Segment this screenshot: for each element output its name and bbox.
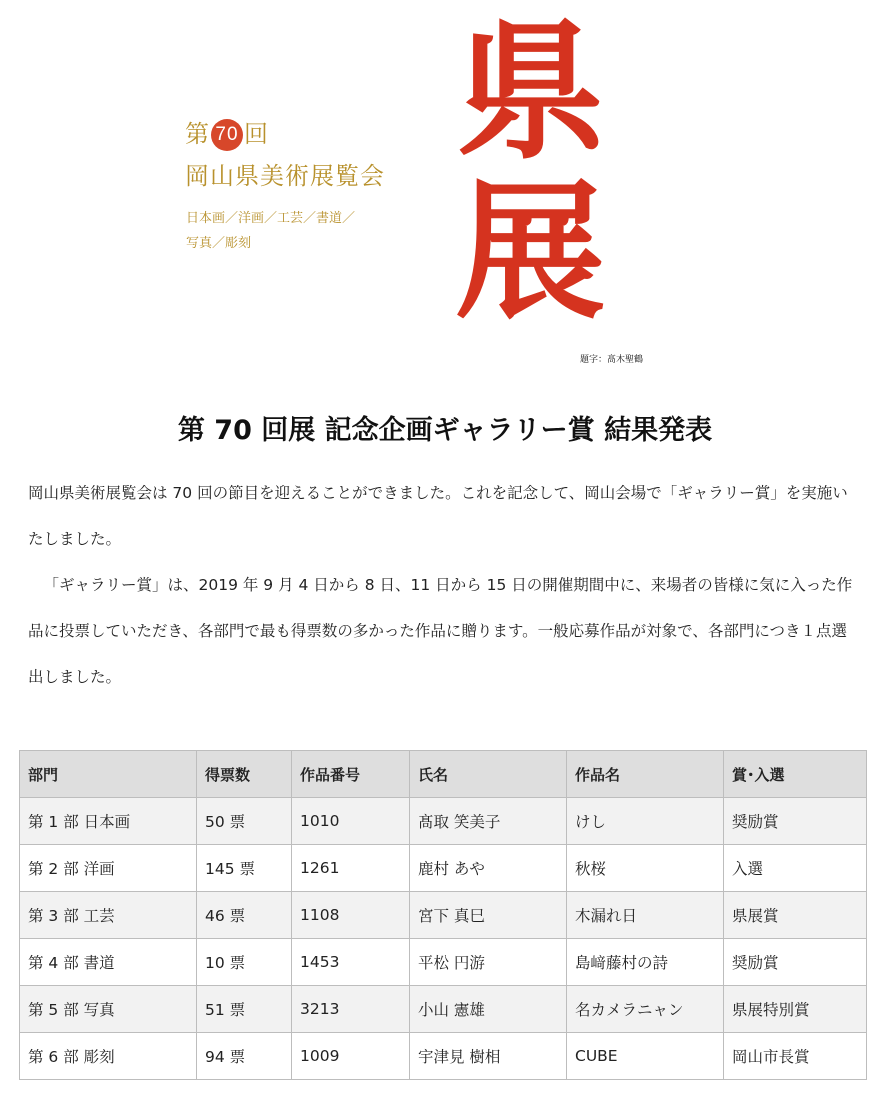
calligraphy-char-ten: 展 xyxy=(455,164,606,340)
table-row xyxy=(20,798,867,845)
calligraphy-char-ken: 県 xyxy=(455,4,606,180)
intro-text xyxy=(28,470,862,700)
cell-division: 第 3 部 工芸 xyxy=(20,892,197,939)
cell-work-title: 島﨑藤村の詩 xyxy=(567,939,724,986)
table-header-row xyxy=(20,751,867,798)
exhibition-name: 岡山県美術展覧会 xyxy=(185,162,385,190)
cell-artist-name: 平松 円游 xyxy=(410,939,567,986)
header-award: 賞･入選 xyxy=(724,751,867,798)
cell-division: 第 5 部 写真 xyxy=(20,986,197,1033)
cell-votes: 145 票 xyxy=(197,845,292,892)
cell-work-number: 1453 xyxy=(292,939,410,986)
cell-work-title: けし xyxy=(567,798,724,845)
cell-votes: 10 票 xyxy=(197,939,292,986)
cell-work-title: CUBE xyxy=(567,1033,724,1080)
calligraphy-logo xyxy=(453,4,608,340)
header-division: 部門 xyxy=(20,751,197,798)
cell-award: 奨励賞 xyxy=(724,939,867,986)
edition-suffix: 回 xyxy=(244,120,269,148)
cell-work-title: 秋桜 xyxy=(567,845,724,892)
cell-artist-name: 宇津見 樹相 xyxy=(410,1033,567,1080)
header-artist-name: 氏名 xyxy=(410,751,567,798)
cell-division: 第 4 部 書道 xyxy=(20,939,197,986)
table-row xyxy=(20,939,867,986)
cell-votes: 94 票 xyxy=(197,1033,292,1080)
genre-line-2: 写真／彫刻 xyxy=(186,236,252,251)
header-votes: 得票数 xyxy=(197,751,292,798)
edition-number-badge: 70 xyxy=(211,119,243,151)
header-work-number: 作品番号 xyxy=(292,751,410,798)
cell-award: 入選 xyxy=(724,845,867,892)
cell-votes: 51 票 xyxy=(197,986,292,1033)
cell-work-number: 1009 xyxy=(292,1033,410,1080)
table-row xyxy=(20,1033,867,1080)
cell-division: 第 6 部 彫刻 xyxy=(20,1033,197,1080)
cell-award: 岡山市長賞 xyxy=(724,1033,867,1080)
cell-votes: 46 票 xyxy=(197,892,292,939)
edition-prefix: 第 xyxy=(185,120,210,148)
cell-work-number: 1261 xyxy=(292,845,410,892)
cell-work-number: 1010 xyxy=(292,798,410,845)
intro-paragraph-2: 「ギャラリー賞」は、2019 年 9 月 4 日から 8 日、11 日から 15 日の開催期間中に、来場者の皆様に気に入った作品に投票していただき、各部門で最も得票数の多かった作品に贈ります。一般応募作品が対象で、各部門につき１点選出しました。 xyxy=(28,576,853,686)
intro-paragraph-1: 岡山県美術展覧会は 70 回の節目を迎えることができました。これを記念して、岡山会場で「ギャラリー賞」を実施いたしました。 xyxy=(28,484,848,548)
cell-award: 県展特別賞 xyxy=(724,986,867,1033)
cell-artist-name: 宮下 真巳 xyxy=(410,892,567,939)
cell-artist-name: 鹿村 あや xyxy=(410,845,567,892)
cell-artist-name: 髙取 笑美子 xyxy=(410,798,567,845)
cell-votes: 50 票 xyxy=(197,798,292,845)
page-title: 第 70 回展 記念企画ギャラリー賞 結果発表 xyxy=(177,415,713,447)
genre-list xyxy=(186,206,406,256)
table-row xyxy=(20,986,867,1033)
cell-work-number: 3213 xyxy=(292,986,410,1033)
genre-line-1: 日本画／洋画／工芸／書道／ xyxy=(186,211,356,226)
results-table xyxy=(19,750,867,1080)
cell-division: 第 1 部 日本画 xyxy=(20,798,197,845)
cell-work-title: 名カメラニャン xyxy=(567,986,724,1033)
cell-artist-name: 小山 憲雄 xyxy=(410,986,567,1033)
cell-division: 第 2 部 洋画 xyxy=(20,845,197,892)
edition-label xyxy=(185,114,269,151)
cell-work-number: 1108 xyxy=(292,892,410,939)
table-row xyxy=(20,892,867,939)
header-work-title: 作品名 xyxy=(567,751,724,798)
cell-award: 県展賞 xyxy=(724,892,867,939)
cell-work-title: 木漏れ日 xyxy=(567,892,724,939)
calligraphy-credit: 題字：髙木聖鶴 xyxy=(580,355,644,365)
exhibition-banner xyxy=(0,0,890,375)
table-row xyxy=(20,845,867,892)
cell-award: 奨励賞 xyxy=(724,798,867,845)
